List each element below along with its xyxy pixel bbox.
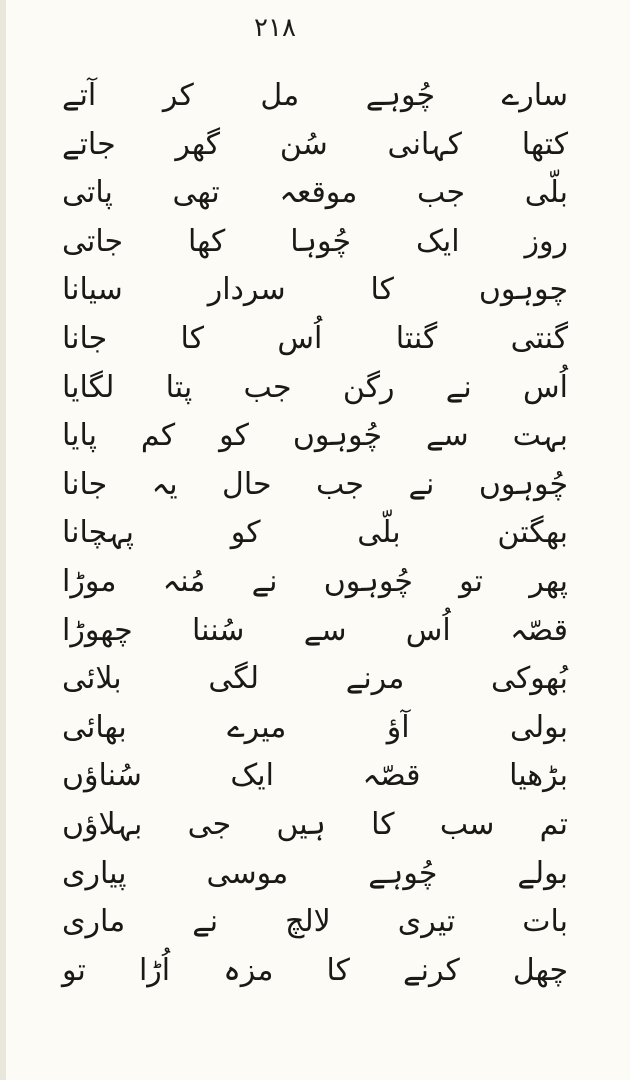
poem-line: بولے چُوہے موسی پیاری xyxy=(62,855,568,891)
poem-line: بات تیری لالچ نے ماری xyxy=(62,904,568,940)
poem-line: بڑھیا قصّہ ایک سُناؤں xyxy=(62,758,568,794)
poem-line: کتھا کہانی سُن گھر جاتے xyxy=(62,126,568,162)
poem-line: چھل کرنے کا مزہ اُڑا تو xyxy=(62,952,568,988)
poem-line: تم سب کا ہیں جی بہلاؤں xyxy=(62,806,568,842)
poem-line: بلّی جب موقعہ تھی پاتی xyxy=(62,175,568,211)
page-binding-edge xyxy=(0,0,6,1080)
poem-line: اُس نے رگن جب پتا لگایا xyxy=(62,369,568,405)
poem-line: بُھوکی مرنے لگی بلائی xyxy=(62,661,568,697)
poem-line: پھر تو چُوہوں نے مُنہ موڑا xyxy=(62,563,568,599)
poem-line: گنتی گنتا اُس کا جانا xyxy=(62,320,568,356)
poem-line: سارے چُوہے مل کر آتے xyxy=(62,78,568,113)
poem-line: بھگتن بلّی کو پہچانا xyxy=(62,515,568,551)
page-number: ۲۱۸ xyxy=(254,13,296,43)
poem-line: چوہوں کا سردار سیانا xyxy=(62,272,568,308)
poem-line: چُوہوں نے جب حال یہ جانا xyxy=(62,466,568,502)
poem-line: روز ایک چُوہا کھا جاتی xyxy=(62,223,568,259)
poem-line: بولی آؤ میرے بھائی xyxy=(62,709,568,745)
poem xyxy=(62,72,568,1072)
poem-line: بہت سے چُوہوں کو کم پایا xyxy=(62,418,568,454)
poem-line: قصّہ اُس سے سُننا چھوڑا xyxy=(62,612,568,648)
